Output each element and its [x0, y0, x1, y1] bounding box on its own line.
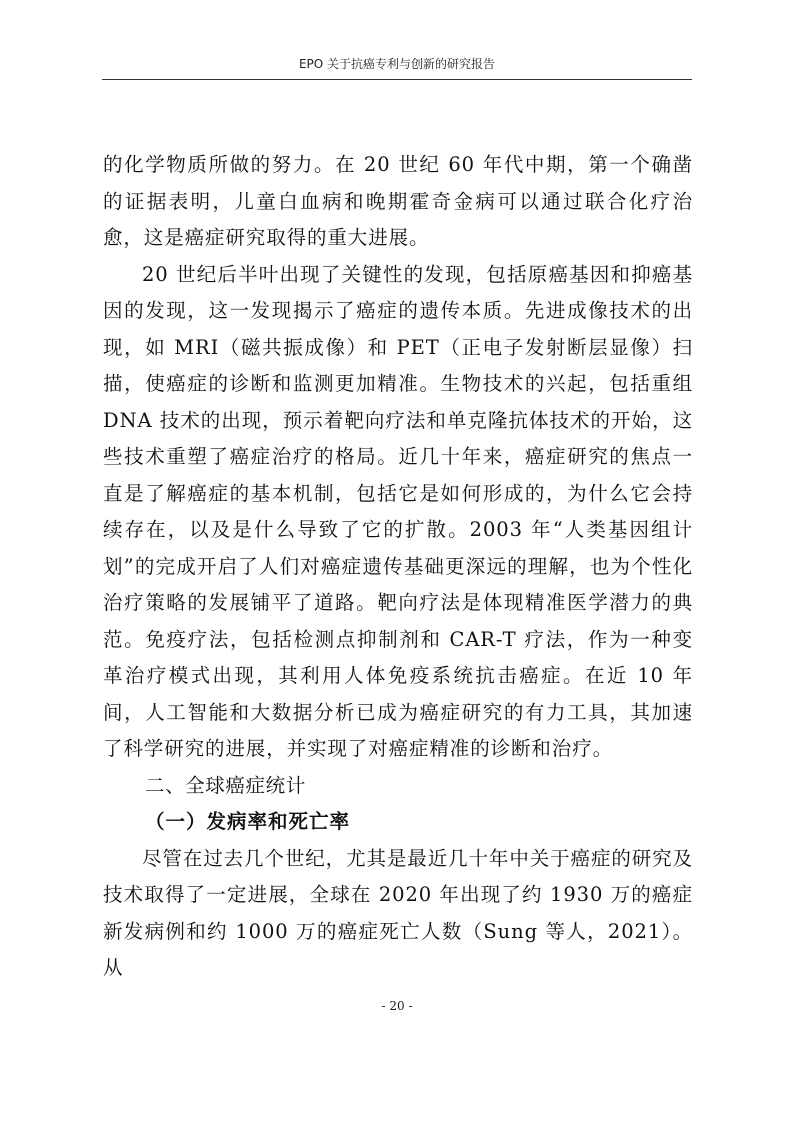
running-header: EPO 关于抗癌专利与创新的研究报告 [298, 57, 496, 71]
paragraph-global-statistics: 尽管在过去几个世纪，尤其是最近几十年中关于癌症的研究及技术取得了一定进展，全球在 2020 年出现了约 1930 万的癌症新发病例和约 1000 万的癌症死亡人数（Sung 等人，2021）。从 [103, 846, 693, 979]
page-number: - 20 - [381, 999, 413, 1013]
subsection-heading: （一）发病率和死亡率 [145, 810, 351, 833]
paragraph-continuation: 的化学物质所做的努力。在 20 世纪 60 年代中期，第一个确凿的证据表明，儿童白血病和晚期霍奇金病可以通过联合化疗治愈，这是癌症研究取得的重大进展。 [103, 153, 693, 249]
header-divider [102, 79, 692, 80]
page-body [103, 147, 693, 987]
section-heading: 二、全球癌症统计 [145, 773, 306, 797]
paragraph-cancer-history: 20 世纪后半叶出现了关键性的发现，包括原癌基因和抑癌基因的发现，这一发现揭示了癌症的遗传本质。先进成像技术的出现，如 MRI（磁共振成像）和 PET（正电子发射断层显像）扫描，使癌症的诊断和监测更加精准。生物技术的兴起，包括重组 DNA 技术的出现，预示着靶向疗法和单克隆抗体技术的开始，这些技术重塑了癌症治疗的格局。近几十年来，癌症研究的焦点一直是了解癌症的基本机制，包括它是如何形成的，为什么它会持续存在，以及是什么导致了它的扩散。2003 年“人类基因组计划”的完成开启了人们对癌症遗传基础更深远的理解，也为个性化治疗策略的发展铺平了道路。靶向疗法是体现精准医学潜力的典范。免疫疗法，包括检测点抑制剂和 CAR-T 疗法，作为一种变革治疗模式出现，其利用人体免疫系统抗击癌症。在近 10 年间，人工智能和大数据分析已成为癌症研究的有力工具，其加速了科学研究的进展，并实现了对癌症精准的诊断和治疗。 [103, 262, 693, 760]
